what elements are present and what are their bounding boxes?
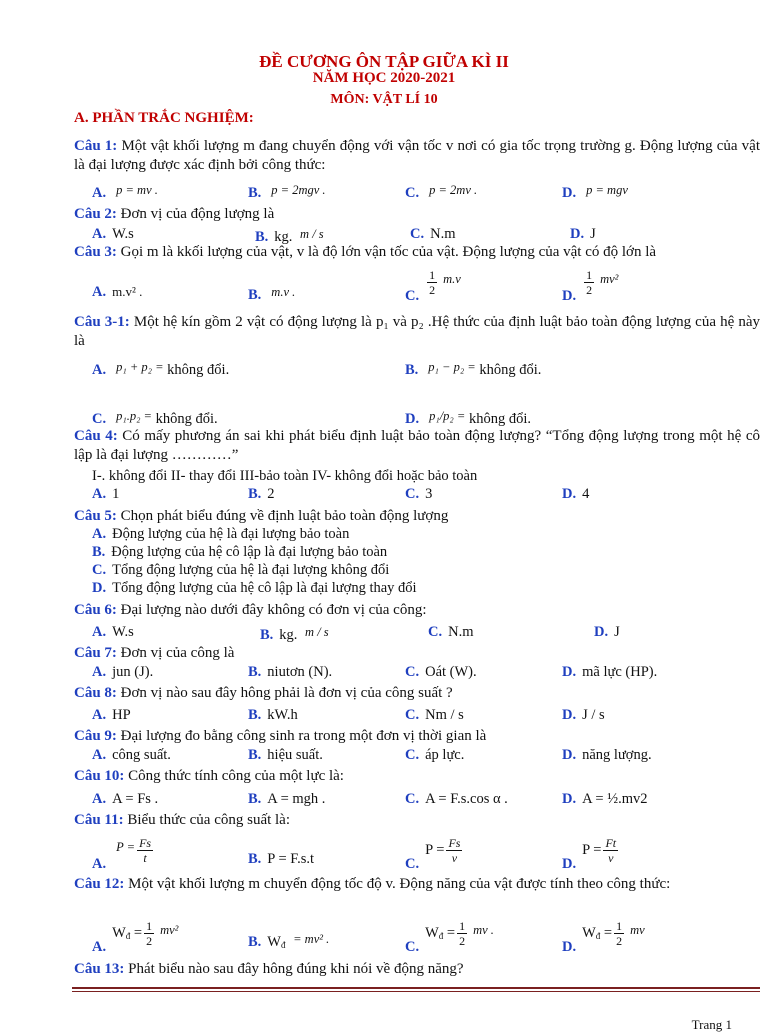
option-b[interactable]: B. p₁ − p₂ = không đổi. (405, 360, 542, 378)
option-a[interactable]: A. công suất. (92, 747, 171, 763)
option-d[interactable]: D. năng lượng. (562, 747, 652, 763)
option-c[interactable]: C. Nm / s (405, 707, 464, 723)
option-d[interactable]: D. J (570, 226, 596, 242)
option-b[interactable]: B. kW.h (248, 707, 298, 723)
option-c[interactable]: C. 3 (405, 486, 433, 502)
option-a[interactable]: A. jun (J). (92, 664, 154, 680)
document-title: ĐỀ CƯƠNG ÔN TẬP GIỮA KÌ II (259, 52, 509, 71)
question-6: Câu 6: Đại lượng nào dưới đây không có đơn vị của công: (74, 602, 427, 618)
option-a[interactable]: A. m.v² . (92, 284, 143, 300)
option-a[interactable]: A.P = $\frac{Fs}{t}$ (92, 836, 152, 872)
option-c[interactable]: C. Tổng động lượng của hệ là đại lượng không đổi (92, 562, 390, 578)
option-b[interactable]: B. A = mgh . (248, 791, 326, 807)
option-c[interactable]: C. $\frac{1}{2}$ m.v (405, 268, 461, 304)
question-text: Một vật khối lượng m đang chuyển động với vận tốc v nơi có gia tốc trọng trường g. Động lượng của vật là đại lượng được xác định bởi công thức: (74, 138, 761, 173)
school-year: NĂM HỌC 2020-2021 (312, 70, 456, 86)
option-c[interactable]: $C.W_đ$ = $\frac{1}{2}$ mv . (405, 919, 494, 955)
subject-line: MÔN: VẬT LÍ 10 (330, 92, 438, 107)
option-c[interactable]: C. p = 2mv . (405, 183, 478, 201)
option-b[interactable]: B. m.v . (248, 285, 296, 303)
question-5: Câu 5: Chọn phát biểu đúng về định luật bảo toàn động lượng (74, 508, 449, 524)
option-b[interactable]: B. niutơn (N). (248, 664, 333, 680)
question-4: Câu 4: Có mấy phương án sai khi phát biểu định luật bảo toàn động lượng? “Tổng động lượng trong một hệ cô lập là đại lượng …………” (74, 428, 760, 463)
option-c[interactable]: C. A = F.s.cos α . (405, 791, 508, 807)
question-12: Câu 12: Một vật khối lượng m chuyển động tốc độ v. Động năng của vật được tính theo công thức: (74, 876, 671, 892)
option-a[interactable]: A. 1 (92, 486, 120, 502)
option-c[interactable]: C. p₁.p₂ = không đổi. (92, 409, 218, 427)
footer-divider-thin (72, 991, 760, 992)
footer-divider (72, 987, 760, 989)
option-d[interactable]: D. p = mgv (562, 183, 628, 201)
option-a[interactable]: A. p₁ + p₂ = không đổi. (92, 360, 230, 378)
option-d[interactable]: $D.W_đ$ = $\frac{1}{2}$ mv (562, 919, 645, 955)
option-d[interactable]: D. Tổng động lượng của hệ cô lập là đại lượng thay đổi (92, 580, 417, 596)
question-13: Câu 13: Phát biểu nào sau đây hông đúng khi nói về động năng? (74, 961, 464, 977)
question-2: Câu 2: Đơn vị của động lượng là (74, 206, 275, 222)
option-b[interactable]: B. $W_đ = mv^2$ . (248, 932, 330, 950)
statement-list: I-. không đổi II- thay đổi III-bảo toàn IV- không đổi hoặc bảo toàn (92, 468, 478, 484)
option-b[interactable]: B. kg. m / s (260, 625, 329, 643)
option-c[interactable]: C.P = $\frac{Fs}{v}$ (405, 836, 461, 872)
question-10: Câu 10: Công thức tính công của một lực là: (74, 768, 344, 784)
option-d[interactable]: D. A = ½.mv2 (562, 791, 648, 807)
option-d[interactable]: D. $\frac{1}{2}$ mv² (562, 268, 619, 304)
option-d[interactable]: D. J (594, 624, 620, 640)
question-9: Câu 9: Đại lượng đo bằng công sinh ra trong một đơn vị thời gian là (74, 728, 487, 744)
option-b[interactable]: B. 2 (248, 486, 275, 502)
option-d[interactable]: D.P = $\frac{Ft}{v}$ (562, 836, 617, 872)
option-d[interactable]: D. J / s (562, 707, 605, 723)
option-b[interactable]: B. P = F.s.t (248, 851, 315, 867)
option-a[interactable]: A. Động lượng của hệ là đại lượng bảo toàn (92, 526, 350, 542)
option-a[interactable]: A. W.s (92, 624, 134, 640)
page-number: Trang 1 (691, 1017, 732, 1032)
option-a[interactable]: A. p = mv . (92, 183, 158, 201)
question-3-1: Câu 3-1: Một hệ kín gồm 2 vật có động lượng là p₁ và p₂ .Hệ thức của định luật bảo toàn động lượng của hệ này là (74, 314, 761, 349)
question-8: Câu 8: Đơn vị nào sau đây hông phải là đơn vị của công suất ? (74, 685, 453, 701)
question-label: Câu 1: (74, 138, 118, 154)
question-11: Câu 11: Biểu thức của công suất là: (74, 812, 291, 828)
option-c[interactable]: C. áp lực. (405, 747, 465, 763)
option-a[interactable]: A. W.s (92, 226, 134, 242)
question-7: Câu 7: Đơn vị của công là (74, 645, 235, 661)
option-b[interactable]: B. kg. m / s (255, 227, 324, 245)
section-heading: A. PHẦN TRẮC NGHIỆM: (74, 110, 254, 126)
question-3: Câu 3: Gọi m là kkối lượng của vật, v là độ lớn vận tốc của vật. Động lượng của vật có độ lớn là (74, 244, 657, 260)
option-a[interactable]: $A.W_đ$ = $\frac{1}{2}$ mv² (92, 919, 179, 955)
option-c[interactable]: C. N.m (410, 226, 456, 242)
option-c[interactable]: C. Oát (W). (405, 664, 477, 680)
option-d[interactable]: D. p₁/p₂ = không đổi. (405, 409, 531, 427)
option-c[interactable]: C. N.m (428, 624, 474, 640)
option-d[interactable]: D. 4 (562, 486, 590, 502)
option-b[interactable]: B. Động lượng của hệ cô lập là đại lượng bảo toàn (92, 544, 388, 560)
option-a[interactable]: A. HP (92, 707, 131, 723)
option-b[interactable]: B. hiệu suất. (248, 747, 323, 763)
question-1 (74, 137, 760, 175)
option-d[interactable]: D. mã lực (HP). (562, 664, 658, 680)
option-a[interactable]: A. A = Fs . (92, 791, 159, 807)
option-b[interactable]: B. p = 2mgv . (248, 183, 326, 201)
